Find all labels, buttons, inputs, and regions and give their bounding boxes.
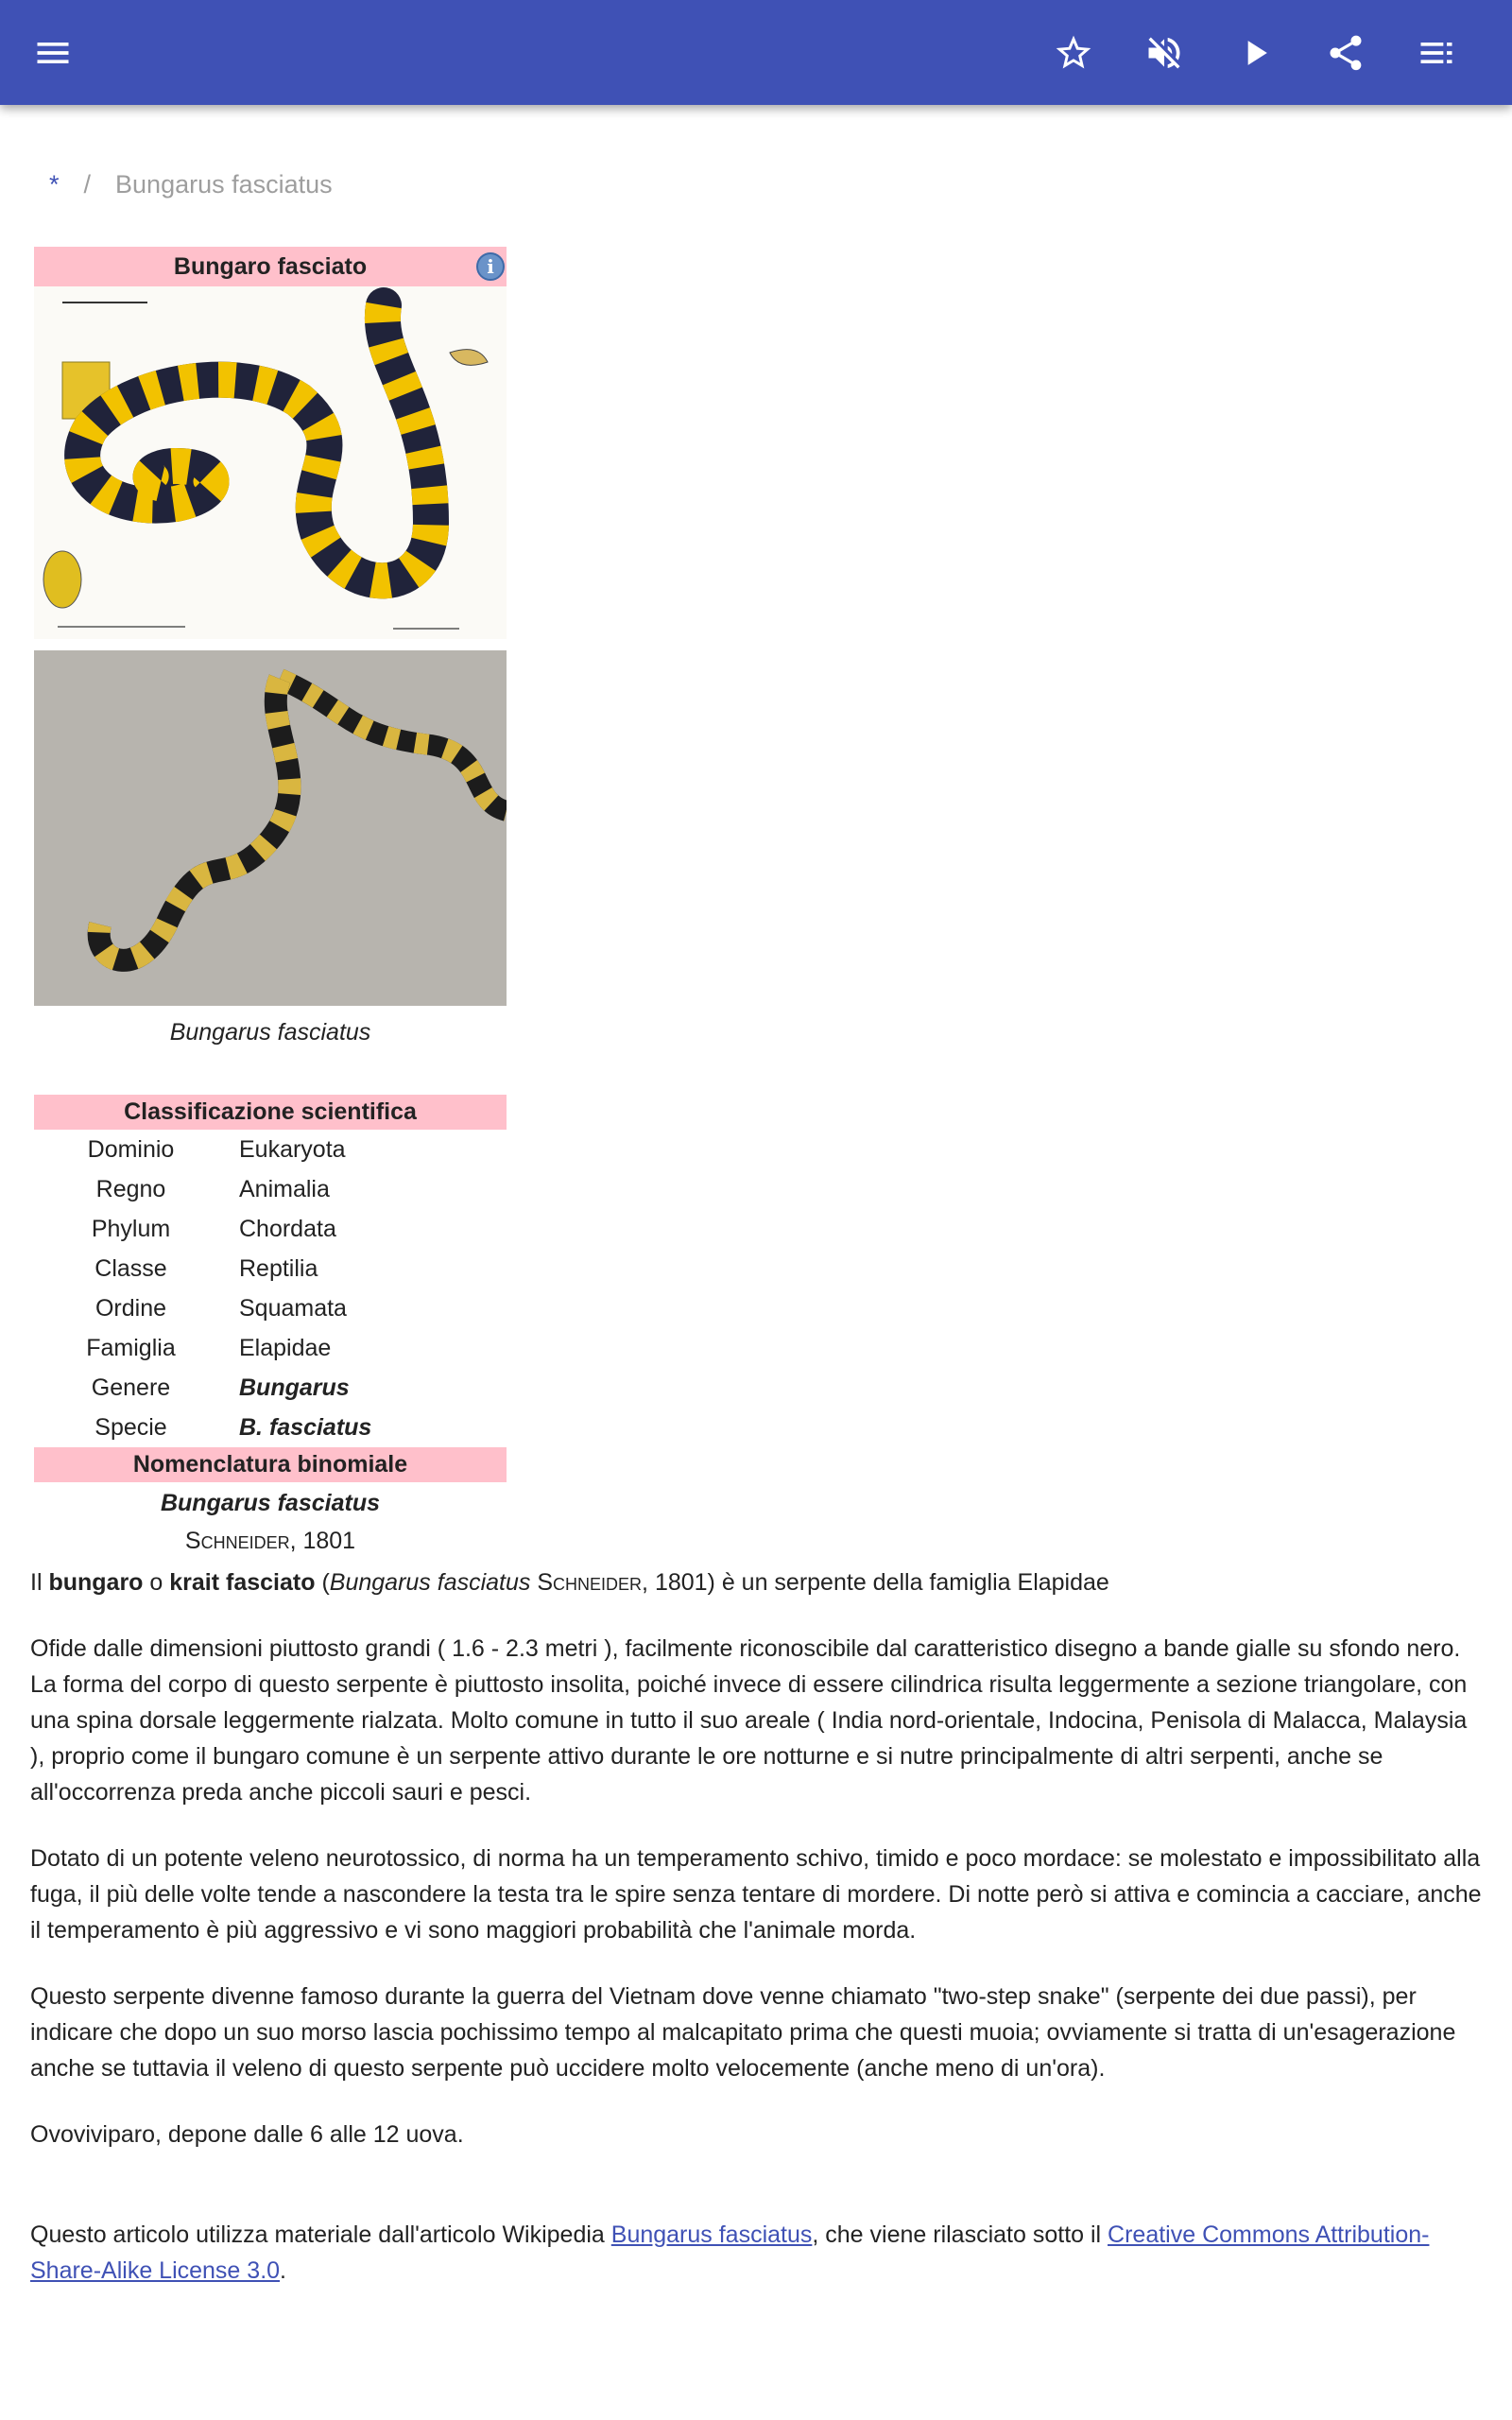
- intro-paragraph: Il bungaro o krait fasciato (Bungarus fasciatus Schneider, 1801) è un serpente della famiglia Elapidae: [30, 1569, 1109, 1596]
- breadcrumb-separator: /: [83, 170, 92, 199]
- rank-label: Phylum: [91, 1215, 171, 1242]
- share-icon[interactable]: [1321, 28, 1370, 78]
- rank-value: Squamata: [239, 1294, 347, 1322]
- rank-label: Specie: [94, 1413, 167, 1441]
- rank-value: Chordata: [239, 1215, 336, 1242]
- breadcrumb: [49, 170, 333, 199]
- paragraph: Ovoviviparo, depone dalle 6 alle 12 uova.: [30, 2121, 464, 2148]
- rank-value: B. fasciatus: [239, 1413, 372, 1441]
- playlist-icon[interactable]: [1412, 28, 1461, 78]
- rank-label: Regno: [95, 1175, 166, 1202]
- rank-value: Elapidae: [239, 1334, 332, 1361]
- rank-value: Bungarus: [239, 1374, 350, 1401]
- classification-row: [34, 1368, 507, 1408]
- classification-row: [34, 1408, 507, 1447]
- infobox: [34, 247, 507, 1560]
- rank-label: Dominio: [87, 1135, 175, 1163]
- rank-value: Eukaryota: [239, 1135, 346, 1163]
- breadcrumb-current: Bungarus fasciatus: [115, 170, 333, 199]
- snake-illustration-image[interactable]: [34, 286, 507, 639]
- mute-icon[interactable]: [1140, 28, 1189, 78]
- breadcrumb-home[interactable]: *: [49, 170, 60, 199]
- info-icon[interactable]: i: [476, 252, 505, 281]
- paragraph: Dotato di un potente veleno neurotossico, di norma ha un temperamento schivo, timido e poco mordace: se molestato e impossibilitato alla fuga, il più delle volte tende a nascondere la testa tra le spire senza tentare di mordere. Di notte però si attiva e comincia a cacciare, anche il temperamento è più aggressivo e vi sono maggiori probabilità che l'animale morda.: [30, 1845, 1482, 1944]
- classification-row: [34, 1209, 507, 1249]
- menu-icon[interactable]: [28, 28, 77, 78]
- binomial-name: Bungarus fasciatus: [160, 1490, 380, 1516]
- snake-photo-image[interactable]: [34, 650, 507, 1006]
- binomial-header: Nomenclatura binomiale: [34, 1447, 507, 1482]
- app-bar: [0, 0, 1512, 105]
- play-icon[interactable]: [1230, 28, 1280, 78]
- star-icon[interactable]: [1049, 28, 1098, 78]
- paragraph: Ofide dalle dimensioni piuttosto grandi ( 1.6 - 2.3 metri ), facilmente riconoscibile dal caratteristico disegno a bande gialle su sfondo nero. La forma del corpo di questo serpente è piuttosto insolita, poiché invece di essere cilindrica risulta leggermente a sezione triangolare, con una spina dorsale leggermente rialzata. Molto comune in tutto il suo areale ( India nord-orientale, Indocina, Penisola di Malacca, Malaysia ), proprio come il bungaro comune è un serpente attivo durante le ore notturne e si nutre principalmente di altri serpenti, anche se all'occorrenza preda anche piccoli sauri e pesci.: [30, 1635, 1468, 1806]
- rank-value: Reptilia: [239, 1254, 318, 1282]
- classification-row: [34, 1130, 507, 1169]
- binomial-author: [34, 1522, 507, 1560]
- author-name: Schneider: [184, 1528, 290, 1554]
- classification-row: [34, 1169, 507, 1209]
- wikipedia-article-link[interactable]: Bungarus fasciatus: [610, 2221, 813, 2248]
- author-year: , 1801: [289, 1528, 356, 1554]
- classification-row: [34, 1328, 507, 1368]
- license-footer: Questo articolo utilizza materiale dall'articolo Wikipedia Bungarus fasciatus, che viene rilasciato sotto il Creative Commons Attribution-Share-Alike License 3.0.: [30, 2221, 1430, 2284]
- rank-label: Classe: [94, 1254, 167, 1282]
- rank-label: Genere: [91, 1374, 171, 1401]
- paragraph: Questo serpente divenne famoso durante la guerra del Vietnam dove venne chiamato "two-step snake" (serpente dei due passi), per indicare che dopo un suo morso lascia pochissimo tempo al malcapitato prima che questi muoia; ovviamente si tratta di un'esagerazione anche se tuttavia il veleno di questo serpente può uccidere molto velocemente (anche meno di un'ora).: [30, 1983, 1456, 2082]
- article-body: [30, 1564, 1486, 2319]
- license-link[interactable]: Creative Commons Attribution-Share-Alike License 3.0: [30, 2221, 1430, 2284]
- classification-header: Classificazione scientifica: [34, 1095, 507, 1130]
- rank-label: Famiglia: [86, 1334, 176, 1361]
- classification-row: [34, 1249, 507, 1288]
- rank-label: Ordine: [94, 1294, 167, 1322]
- infobox-title: Bungaro fasciato: [173, 253, 368, 280]
- classification-row: [34, 1288, 507, 1328]
- classification-table: [34, 1130, 507, 1447]
- infobox-title-bar: [34, 247, 507, 286]
- image-caption: Bungarus fasciatus: [169, 1019, 371, 1046]
- rank-value: Animalia: [239, 1175, 330, 1202]
